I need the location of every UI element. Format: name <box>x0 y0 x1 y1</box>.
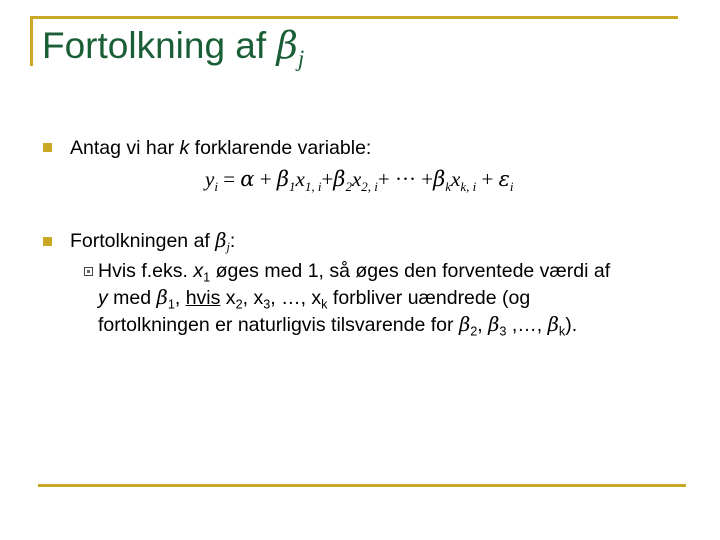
beta-j-subscript: j <box>226 240 230 255</box>
sub-line-1-a: Hvis f.eks. <box>98 260 194 282</box>
beta-j-symbol: β <box>215 229 227 252</box>
eq-y: y <box>205 167 215 191</box>
eq-y-sub: i <box>214 179 218 195</box>
sub-line-2-y: y <box>98 287 108 309</box>
bullet-marker-1 <box>43 143 52 152</box>
sub-line-2-a: med <box>107 287 157 309</box>
eq-epsilon-sub: i <box>509 179 514 195</box>
beta-symbol: β <box>276 24 298 67</box>
sub-line-3-end: ). <box>565 314 578 336</box>
eq-x-2: x <box>351 167 362 191</box>
footer-divider-line <box>38 484 686 487</box>
bullet-2-text <box>70 229 235 259</box>
eq-beta-k: β <box>433 167 446 191</box>
eq-beta-2-sub: 2 <box>345 179 352 195</box>
sub-line-3-a: fortolkningen er naturligvis tilsvarende for <box>98 314 459 336</box>
eq-plus-5: + <box>476 167 499 191</box>
sub-line-3-beta-3-sub: 3 <box>499 324 507 339</box>
sub-line-2-xk-sub: k <box>321 297 328 312</box>
bullet-2-colon: : <box>229 230 236 252</box>
eq-alpha: α <box>240 167 255 191</box>
sub-line-2-x2-sub: 2 <box>235 297 243 312</box>
bullet-1-text <box>70 136 371 160</box>
sub-line-3-beta-k: β <box>547 313 559 336</box>
sub-bullet-line-3 <box>98 313 577 343</box>
k-variable: k <box>179 137 190 159</box>
sub-line-3-sep-2: ,…, <box>506 314 548 336</box>
sub-line-3-beta-2: β <box>458 313 471 336</box>
eq-x-k: x <box>451 167 461 191</box>
slide-title-text: Fortolkning af <box>42 25 277 66</box>
sub-bullet-line-1 <box>98 259 610 289</box>
bullet-1-text-after: forklarende variable: <box>189 137 372 159</box>
eq-epsilon: ε <box>498 167 510 191</box>
sub-bullet-marker <box>84 267 93 276</box>
bullet-1-text-before: Antag vi har <box>70 137 180 159</box>
sub-line-2-f: forbliver uændrede (og <box>327 287 531 309</box>
sub-line-1-x-sub: 1 <box>203 270 211 285</box>
eq-x-1-sub: 1, i <box>304 179 322 195</box>
hvis-underlined: hvis <box>185 287 221 309</box>
eq-x-1: x <box>295 167 305 191</box>
eq-equals: = <box>217 167 241 191</box>
eq-plus-1: + <box>254 167 277 191</box>
sub-line-2-beta-1-sub: 1 <box>167 297 175 312</box>
eq-beta-k-sub: k <box>445 179 452 195</box>
eq-beta-2: β <box>333 167 346 191</box>
title-accent-horizontal-line <box>30 16 678 19</box>
regression-equation <box>205 167 514 195</box>
sub-line-3-beta-2-sub: 2 <box>470 324 478 339</box>
sub-line-2-beta-1: β <box>156 286 168 309</box>
eq-plus-3: + <box>377 167 396 191</box>
title-subscript: j <box>297 46 305 72</box>
sub-line-3-sep-1: , <box>477 314 489 336</box>
slide-title <box>42 24 304 72</box>
eq-x-k-sub: k, i <box>460 179 477 195</box>
sub-line-2-c: x <box>220 287 236 309</box>
sub-line-3-beta-k-sub: k <box>558 324 566 339</box>
eq-plus-4: + <box>416 167 434 191</box>
sub-line-1-x: x <box>193 260 204 282</box>
eq-x-2-sub: 2, i <box>361 179 378 195</box>
eq-beta-1-sub: 1 <box>288 179 296 195</box>
sub-line-2-x3-sub: 3 <box>263 297 271 312</box>
eq-plus-2: + <box>321 167 334 191</box>
bullet-2-text-main: Fortolkningen af <box>70 230 216 252</box>
sub-line-3-beta-3: β <box>488 313 500 336</box>
sub-line-2-b: , <box>174 287 186 309</box>
title-accent-vertical-line <box>30 16 33 66</box>
sub-line-2-e: , …, x <box>270 287 322 309</box>
sub-bullet-line-2 <box>98 286 530 316</box>
bullet-marker-2 <box>43 237 52 246</box>
sub-line-2-d: , x <box>242 287 264 309</box>
sub-line-1-b: øges med 1, så øges den forventede værdi af <box>210 260 611 282</box>
eq-dots: ··· <box>395 167 416 191</box>
eq-beta-1: β <box>276 167 289 191</box>
